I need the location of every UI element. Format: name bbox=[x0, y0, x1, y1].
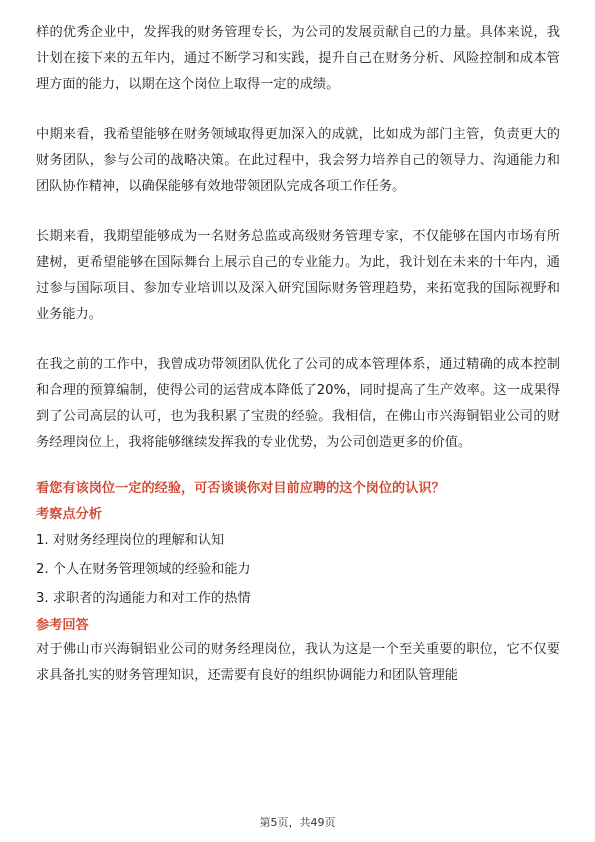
document-page bbox=[36, 20, 560, 689]
paragraph-spacer bbox=[36, 200, 560, 224]
paragraph-career-long-term: 长期来看，我期望能够成为一名财务总监或高级财务管理专家，不仅能够在国内市场有所建树，更希望能够在国际舞台上展示自己的专业能力。为此，我计划在未来的十年内，通过参与国际项目、参加专业培训以及深入研究国际财务管理趋势，来拓宽我的国际视野和业务能力。 bbox=[36, 229, 560, 322]
answer-text: 对于佛山市兴海铜铝业公司的财务经理岗位，我认为这是一个至关重要的职位，它不仅要求具备扎实的财务管理知识，还需要有良好的组织协调能力和团队管理能 bbox=[36, 642, 560, 683]
analysis-item: 1. 对财务经理岗位的理解和认知 bbox=[36, 533, 225, 548]
page-number-footer: 第5页，共49页 bbox=[259, 816, 336, 829]
analysis-list bbox=[36, 526, 560, 613]
analysis-title: 考察点分析 bbox=[36, 507, 102, 522]
interview-question: 看您有该岗位一定的经验，可否谈谈你对目前应聘的这个岗位的认识？ bbox=[36, 481, 445, 496]
analysis-item: 3. 求职者的沟通能力和对工作的热情 bbox=[36, 591, 251, 606]
paragraph-career-mid-term: 中期来看，我希望能够在财务领域取得更加深入的成就，比如成为部门主管，负责更大的财务团队，参与公司的战略决策。在此过程中，我会努力培养自己的领导力、沟通能力和团队协作精神，以确保能够有效地带领团队完成各项工作任务。 bbox=[36, 127, 560, 194]
answer-title: 参考回答 bbox=[36, 618, 89, 633]
paragraph-career-short-term: 样的优秀企业中，发挥我的财务管理专长，为公司的发展贡献自己的力量。具体来说，我计划在接下来的五年内，通过不断学习和实践，提升自己在财务分析、风险控制和成本管理方面的能力，以期在这个岗位上取得一定的成绩。 bbox=[36, 25, 560, 92]
paragraph-past-achievement: 在我之前的工作中，我曾成功带领团队优化了公司的成本管理体系，通过精确的成本控制和合理的预算编制，使得公司的运营成本降低了20%，同时提高了生产效率。这一成果得到了公司高层的认可，也为我积累了宝贵的经验。我相信，在佛山市兴海铜铝业公司的财务经理岗位上，我将能够继续发挥我的专业优势，为公司创造更多的价值。 bbox=[36, 357, 560, 450]
paragraph-spacer bbox=[36, 328, 560, 352]
paragraph-spacer bbox=[36, 98, 560, 122]
analysis-item: 2. 个人在财务管理领域的经验和能力 bbox=[36, 562, 251, 577]
